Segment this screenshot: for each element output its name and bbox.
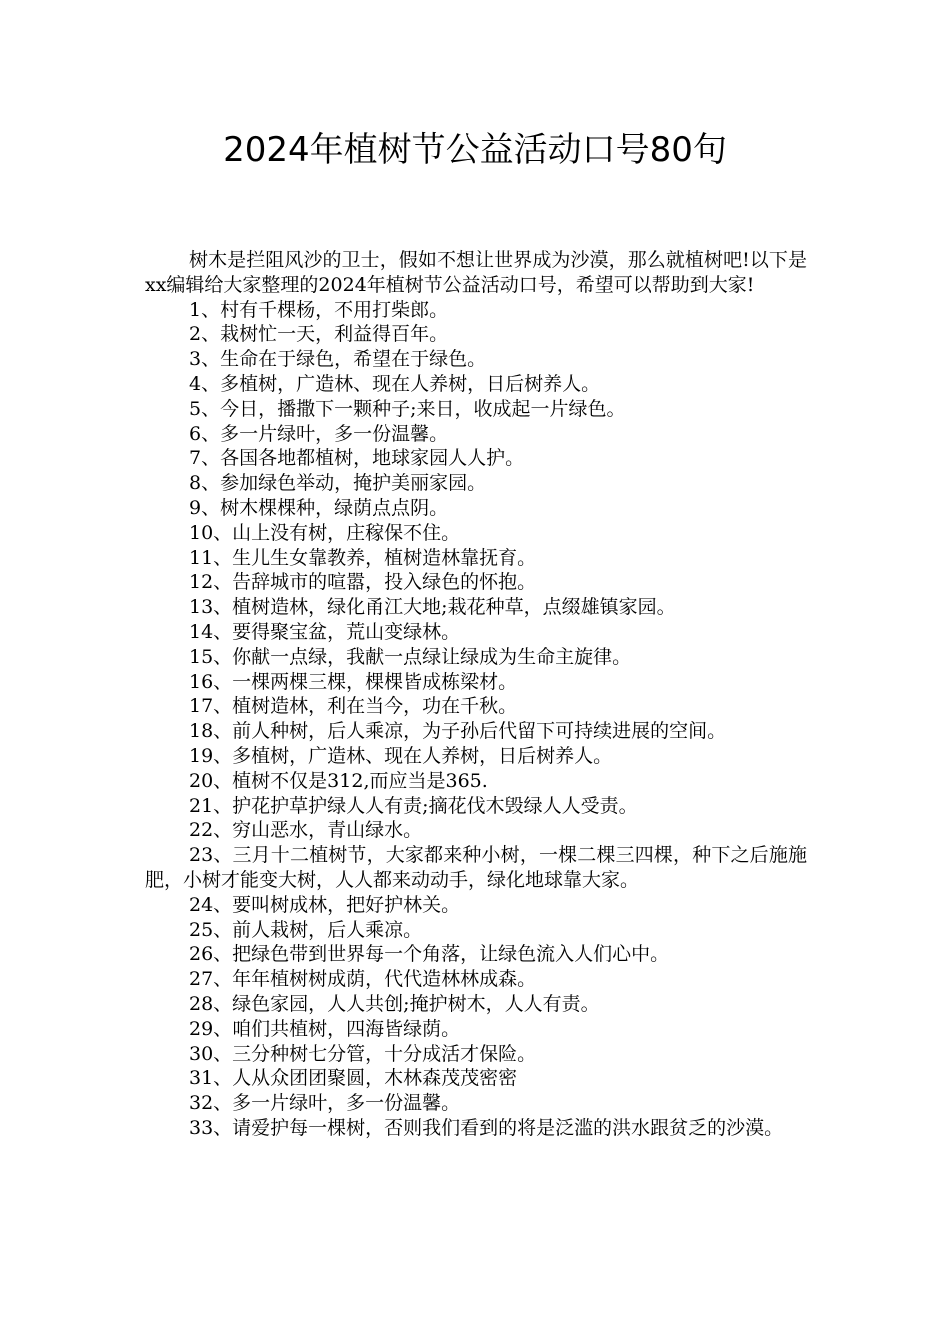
slogan-item: 14、要得聚宝盆，荒山变绿林。 [189,620,461,643]
slogan-item: 10、山上没有树，庄稼保不住。 [189,521,461,544]
slogan-item: 15、你献一点绿，我献一点绿让绿成为生命主旋律。 [189,645,632,668]
slogan-item: 7、各国各地都植树，地球家园人人护。 [189,447,525,470]
slogan-item: 1、村有千棵杨，不用打柴郎。 [189,298,449,321]
slogan-item: 25、前人栽树，后人乘凉。 [189,918,423,941]
slogan-item: 26、把绿色带到世界每一个角落，让绿色流入人们心中。 [189,943,670,966]
slogan-item: 27、年年植树树成荫，代代造林林成森。 [189,968,537,991]
slogan-item: 16、一棵两棵三棵，棵棵皆成栋梁材。 [189,670,518,693]
slogan-item: 3、生命在于绿色，希望在于绿色。 [189,348,487,371]
slogan-item: 6、多一片绿叶，多一份温馨。 [189,422,449,445]
slogan-item: 19、多植树，广造林、现在人养树，日后树养人。 [189,744,613,767]
slogan-item: 12、告辞城市的喧嚣，投入绿色的怀抱。 [189,571,537,594]
slogan-item: 5、今日，播撒下一颗种子;来日，收成起一片绿色。 [189,397,626,420]
slogan-item: 31、人从众团团聚圆，木林森茂茂密密 [189,1067,518,1090]
slogan-item: 13、植树造林，绿化甬江大地;栽花种草，点缀雄镇家园。 [189,596,676,619]
slogan-item: 32、多一片绿叶，多一份温馨。 [189,1092,461,1115]
slogan-item: 22、穷山恶水，青山绿水。 [189,819,423,842]
document-body [145,248,807,1141]
slogan-item: 4、多植树，广造林、现在人养树，日后树养人。 [189,372,601,395]
slogan-item: 8、参加绿色举动，掩护美丽家园。 [189,472,487,495]
slogan-item: 29、咱们共植树，四海皆绿荫。 [189,1017,461,1040]
slogan-item: 28、绿色家园，人人共创;掩护树木，人人有责。 [189,992,600,1015]
slogan-item: 30、三分种树七分管，十分成活才保险。 [189,1042,537,1065]
intro-paragraph: 树木是拦阻风沙的卫士，假如不想让世界成为沙漠，那么就植树吧!以下是xx编辑给大家整理的2024年植树节公益活动口号，希望可以帮助到大家! [145,249,807,296]
slogan-item: 23、三月十二植树节，大家都来种小树，一棵二棵三四棵，种下之后施施肥，小树才能变大树，人人都来动动手，绿化地球靠大家。 [145,844,807,891]
slogan-item: 21、护花护草护绿人人有责;摘花伐木毁绿人人受责。 [189,794,638,817]
slogan-item: 20、植树不仅是312,而应当是365. [189,769,488,792]
slogan-item: 18、前人种树，后人乘凉，为子孙后代留下可持续进展的空间。 [189,720,727,743]
slogan-item: 33、请爱护每一棵树，否则我们看到的将是泛滥的洪水跟贫乏的沙漠。 [189,1116,784,1139]
slogan-item: 24、要叫树成林，把好护林关。 [189,893,461,916]
page-title: 2024年植树节公益活动口号80句 [223,130,727,170]
slogan-item: 17、植树造林，利在当今，功在千秋。 [189,695,518,718]
slogan-item: 2、栽树忙一天，利益得百年。 [189,323,449,346]
slogan-item: 9、树木棵棵种，绿荫点点阴。 [189,496,449,519]
slogan-item: 11、生儿生女靠教养，植树造林靠抚育。 [189,546,537,569]
